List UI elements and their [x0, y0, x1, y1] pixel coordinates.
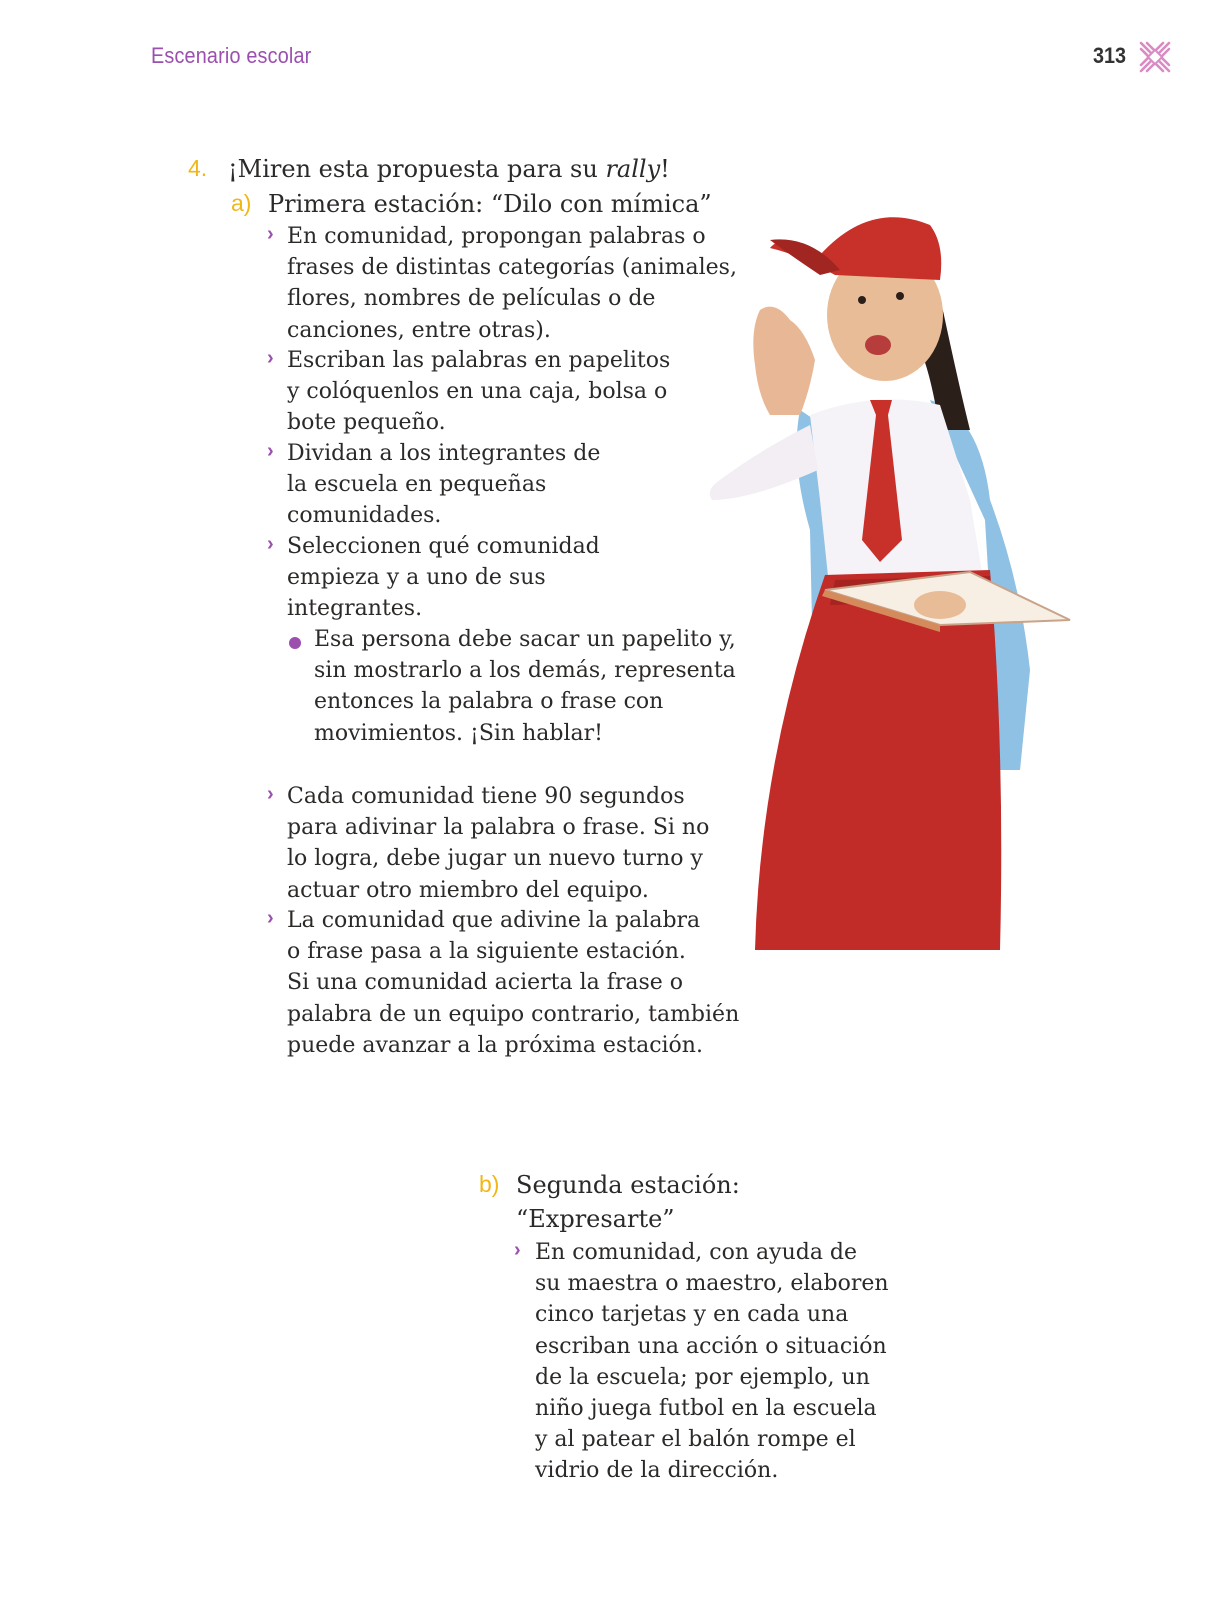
chevron-right-icon: ›	[267, 347, 274, 369]
list-item	[535, 1237, 889, 1487]
list-item-line: canciones, entre otras).	[287, 317, 551, 343]
student-photo	[640, 200, 1100, 960]
chevron-right-icon: ›	[267, 783, 274, 805]
station-b-title-line: “Expresarte”	[516, 1205, 675, 1233]
list-item-line: de la escuela; por ejemplo, un	[535, 1364, 870, 1390]
list-item-line: niño juega futbol en la escuela	[535, 1396, 877, 1422]
activity-title	[228, 152, 670, 186]
list-item-line: Si una comunidad acierta la frase o	[287, 970, 684, 996]
list-item-line: empieza y a uno de sus	[287, 565, 546, 591]
list-item-line: cinco tarjetas y en cada una	[535, 1302, 849, 1328]
list-item-line: puede avanzar a la próxima estación.	[287, 1032, 703, 1058]
chevron-right-icon: ›	[267, 907, 274, 929]
station-b-letter: b)	[479, 1171, 500, 1197]
page-number: 313	[1093, 43, 1127, 68]
list-item-line: palabra de un equipo contrario, también	[287, 1001, 740, 1027]
list-item-line: bote pequeño.	[287, 410, 446, 436]
list-item-line: Esa persona debe sacar un papelito y,	[314, 627, 736, 652]
chevron-right-icon: ›	[267, 223, 274, 245]
chevron-right-icon: ›	[514, 1239, 521, 1261]
list-item-line: lo logra, debe jugar un nuevo turno y	[287, 846, 703, 872]
list-item-line: y al patear el balón rompe el	[535, 1427, 856, 1453]
list-item-line: entonces la palabra o frase con	[314, 689, 664, 715]
list-item	[287, 438, 600, 532]
list-item	[287, 345, 670, 439]
list-item	[287, 531, 600, 625]
page-ornament-icon	[1136, 38, 1174, 76]
list-item-line: sin mostrarlo a los demás, representa	[314, 658, 736, 684]
list-item-line: su maestra o maestro, elaboren	[535, 1271, 889, 1297]
list-item-line: para adivinar la palabra o frase. Si no	[287, 815, 710, 841]
list-item-line: comunidades.	[287, 503, 442, 529]
list-item-line: escriban una acción o situación	[535, 1333, 887, 1359]
bullet-dot-icon	[289, 637, 301, 649]
list-item-line: frases de distintas categorías (animales,	[287, 255, 737, 281]
list-item-line: o frase pasa a la siguiente estación.	[287, 939, 686, 965]
list-item-line: integrantes.	[287, 596, 423, 622]
station-a-letter: a)	[231, 190, 252, 216]
list-item-line: Dividan a los integrantes de	[287, 441, 601, 466]
list-item-line: Seleccionen qué comunidad	[287, 534, 600, 559]
list-item-line: Cada comunidad tiene 90 segundos	[287, 784, 685, 809]
activity-title-text: ¡Miren esta propuesta para su	[228, 155, 606, 183]
list-item-line: La comunidad que adivine la palabra	[287, 908, 701, 933]
station-b-title	[516, 1168, 740, 1236]
activity-title-emphasis: rally	[605, 155, 661, 183]
list-item-line: flores, nombres de películas o de	[287, 286, 656, 312]
chevron-right-icon: ›	[267, 440, 274, 462]
list-item-line: actuar otro miembro del equipo.	[287, 877, 649, 903]
station-a-title: Primera estación: “Dilo con mímica”	[268, 190, 712, 218]
activity-number: 4.	[188, 155, 208, 181]
station-b-title-line: Segunda estación:	[516, 1171, 740, 1199]
section-title: Escenario escolar	[151, 43, 312, 68]
list-item-line: Escriban las palabras en papelitos	[287, 348, 671, 373]
list-item-line: En comunidad, con ayuda de	[535, 1240, 858, 1265]
activity-title-end: !	[660, 155, 670, 183]
list-item-line: y colóquenlos en una caja, bolsa o	[287, 379, 668, 405]
list-item-line: vidrio de la dirección.	[535, 1458, 779, 1484]
list-item-line: movimientos. ¡Sin hablar!	[314, 720, 604, 746]
list-item-line: En comunidad, propongan palabras o	[287, 224, 706, 249]
list-item-line: la escuela en pequeñas	[287, 472, 547, 498]
chevron-right-icon: ›	[267, 533, 274, 555]
